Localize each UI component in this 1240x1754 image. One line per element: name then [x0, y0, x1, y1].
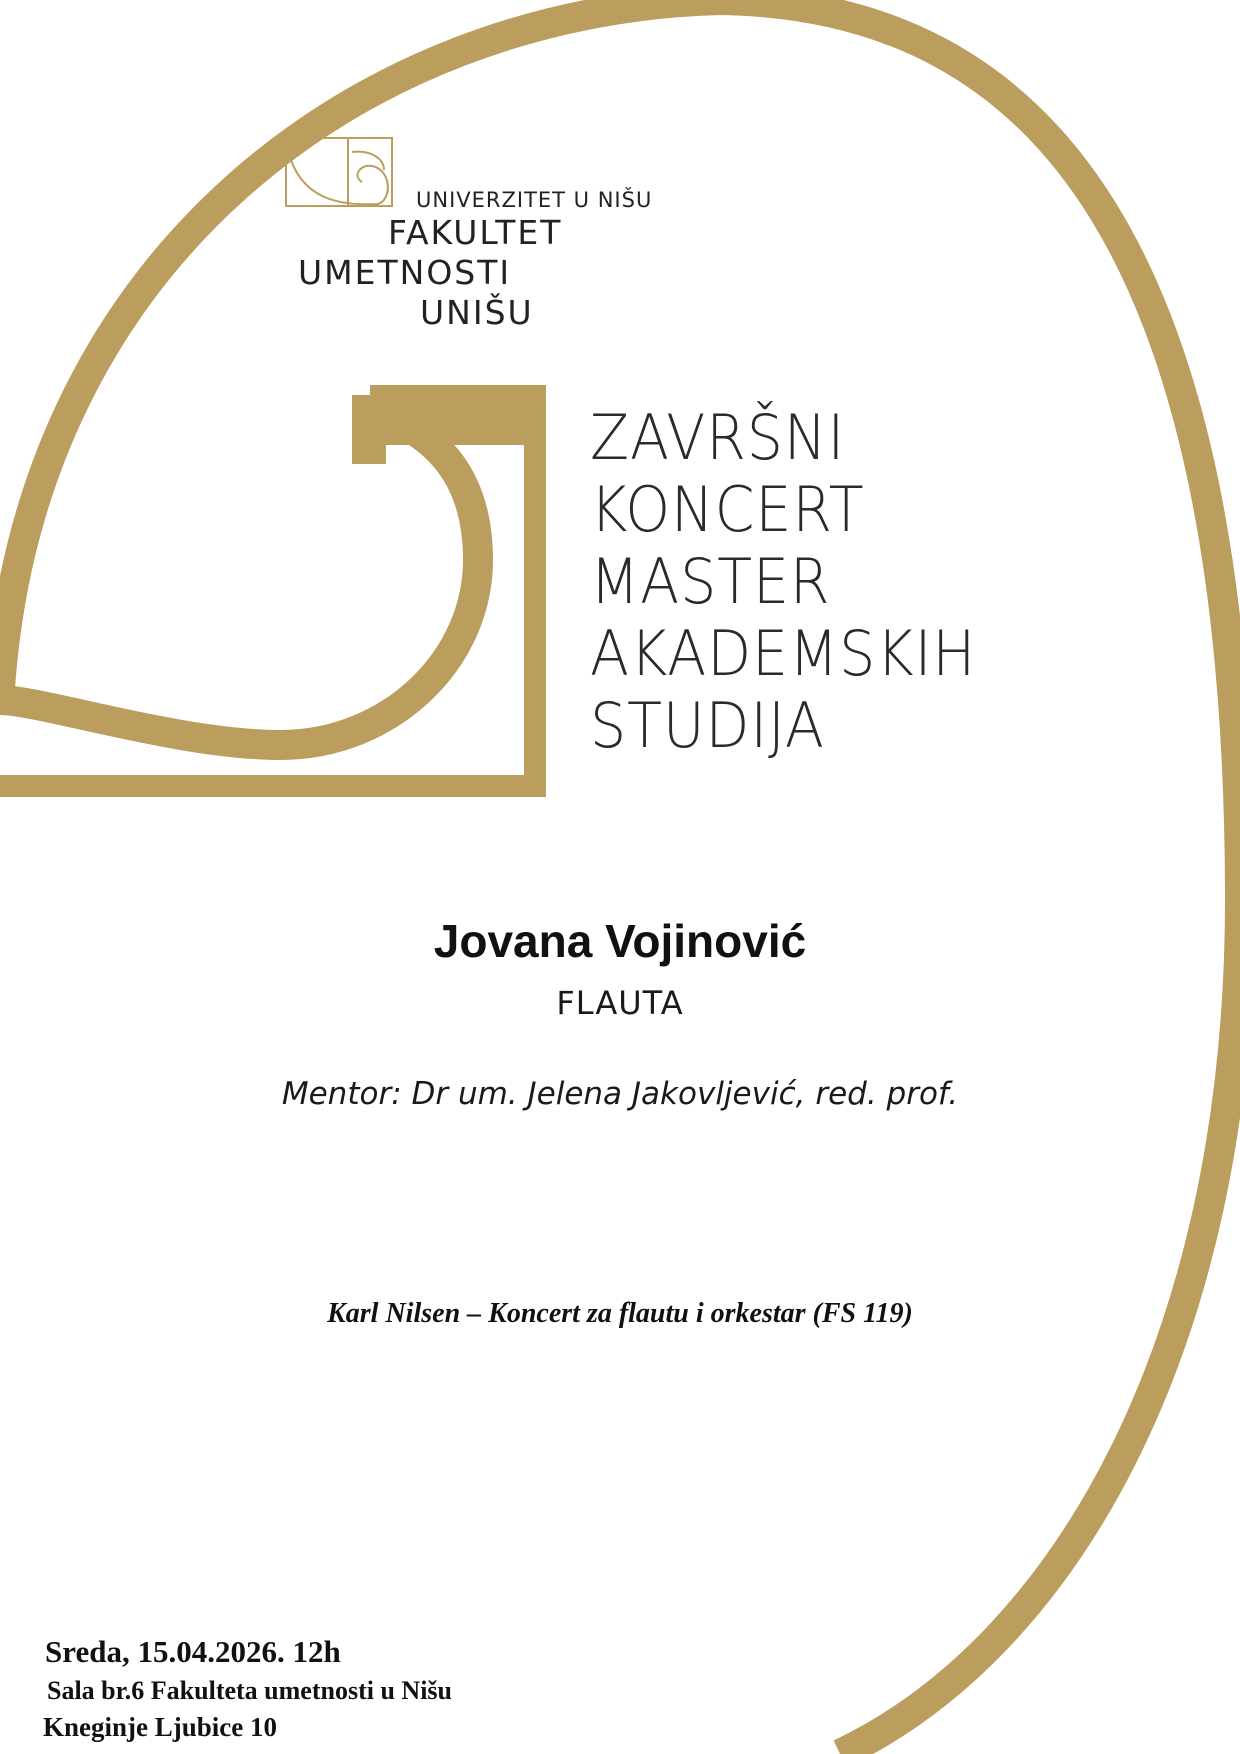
title-line-1: ZAVRŠNI: [590, 401, 846, 474]
faculty-name-line-1: FAKULTET: [388, 213, 563, 252]
title-line-5: STUDIJA: [590, 689, 825, 762]
event-venue: Sala br.6 Fakulteta umetnosti u Nišu: [47, 1676, 452, 1705]
spiral-hook: [0, 410, 478, 745]
event-address: Kneginje Ljubice 10: [43, 1712, 277, 1742]
mentor-line: Mentor: Dr um. Jelena Jakovljević, red. prof.: [281, 1076, 959, 1112]
frame-top-bar: [352, 395, 540, 445]
performer-name: Jovana Vojinović: [433, 915, 807, 967]
title-line-4: AKADEMSKIH: [590, 617, 977, 690]
event-date-time: Sreda, 15.04.2026. 12h: [45, 1634, 341, 1669]
program-piece: Karl Nilsen – Koncert za flautu i orkestar (FS 119): [327, 1298, 913, 1329]
university-name: UNIVERZITET U NIŠU: [416, 188, 653, 212]
performer-instrument: FLAUTA: [556, 984, 684, 1022]
title-line-3: MASTER: [590, 545, 831, 618]
concert-title: [590, 402, 1010, 762]
faculty-name-line-2: UMETNOSTI: [298, 253, 512, 292]
title-line-2: KONCERT: [590, 473, 865, 546]
faculty-name-line-3: UNIŠU: [420, 293, 534, 332]
frame-inner-tab: [352, 440, 386, 464]
